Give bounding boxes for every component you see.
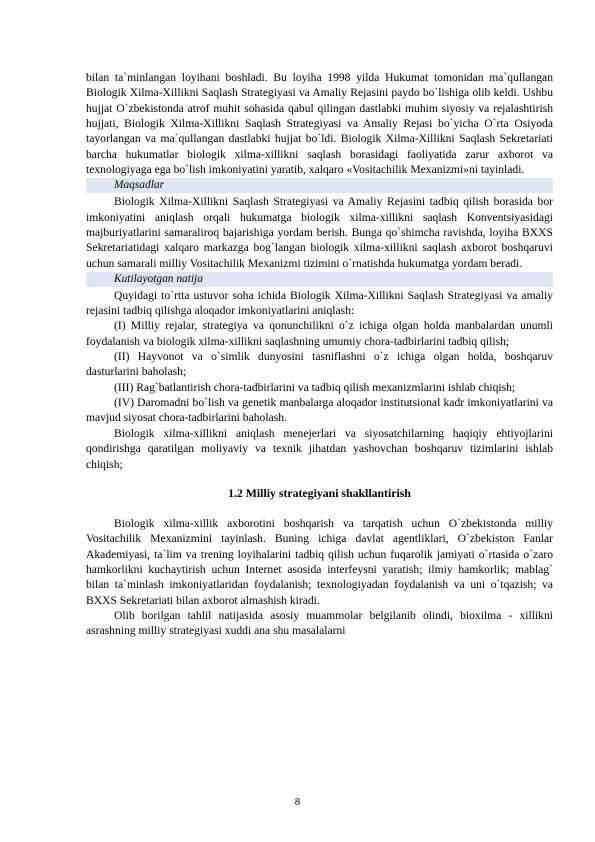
section-label-goals: Maqsadlar: [86, 178, 553, 193]
paragraph-managers: Biologik xilma-xillikni aniqlash menejerlari va siyosatchilarning haqiqiy ehtiyojlarini qondirishga qaratilgan moliyaviy va texnik jihatdan yashovchan boshqaruv tizimlarini ishlab chiqish;: [86, 426, 553, 471]
list-item-4: (IV) Daromadni bo`lish va genetik manbalarga aloqador institutsional kadr imkoniyatlarini va mavjud siyosat chora-tadbirlarini baholash.: [86, 396, 553, 425]
paragraph-intro: bilan ta`minlangan loyihani boshladi. Bu loyiha 1998 yilda Hukumat tomonidan ma`qullangan Biologik Xilma-Xillikni Saqlash Strategiyasi va Amaliy Rejasini paydo bo`lishiga olib keldi. Ushbu hujjat O`zbekistonda atrof muhit sohasida qabul qilingan dastlabki muhim siyosiy va rejalashtirish hujjati, Biologik Xilma-Xillikni Saqlash Strategiyasi va Amaliy Rejasi bo`yicha O`rta Osiyoda tayorlangan va ma`qullangan dastlabki hujjat bo`ldi. Biologik Xilma-Xillikni Saqlash Sekretariati barcha hukumatlar biologik xilma-xillikni saqlash borasidagi faoliyatida zarur axborot va texnologiyaga ega bo`lish imkoniyatini yaratib, xalqaro «Vositachilik Mexanizmi»ni tayinladi.: [86, 71, 553, 177]
list-item-3: (III) Rag`batlantirish chora-tadbirlarini va tadbiq qilish mexanizmlarini ishlab chiqish;: [114, 380, 516, 394]
section-label-expected-results: Kutilayotgan natija: [86, 272, 553, 287]
paragraph-goals: Biologik Xilma-Xillikni Saqlash Strategiyasi va Amaliy Rejasini tadbiq qilish borasida bor imkoniyatini aniqlash orqali hukumatga biologik xilma-xillikni saqlash Konventsiyasidagi majburiyatlarini samaraliroq bajarishiga yordam berish. Bunga qo`shimcha ravishda, loyiha BXXS Sekretariatidagi xalqaro markazga bog`langan biologik xilma-xillikni saqlash axborot boshqaruvi uchun samarali milliy Vositachilik Mexanizmi tizimini o`rnatishda hukumatga yordam beradi.: [86, 195, 553, 270]
paragraph-analysis: Olib borilgan tahlil natijasida asosiy muammolar belgilanib olindi, bioxilma - xillikni asrashning milliy strategiyasi xuddi ana shu masalalarni: [86, 608, 553, 638]
paragraph-national-mechanism: Biologik xilma-xillik axborotini boshqarish va tarqatish uchun O`zbekistonda milliy Vositachilik Mexanizmini tayinlash. Buning ichiga davlat agentliklari, O`zbekiston Fanlar Akademiyasi, ta`lim va trening loyihalarini tadbiq qilish uchun fuqarolik jamiyati o`rtasida o`zaro hamkorlikni kuchaytirish uchun Internet asosida interfeysni yaratish; ilmiy hamkorlik; mablag` bilan ta`minlash imkoniyatlaridan foydalanish; texnologiyadan foydalanish va uni o`tqazish; va BXXS Sekretariati bilan axborot almashish kiradi.: [86, 516, 553, 607]
list-item-1: (I) Milliy rejalar, strategiya va qonunchilikni o`z ichiga olgan holda manbalardan unumli foydalanish va biologik xilma-xillikni saqlashning umumiy chora-tadbirlarini tadbiq qilish;: [86, 319, 553, 348]
paragraph-results-intro: Quyidagi to`rtta ustuvor soha ichida Biologik Xilma-Xillikni Saqlash Strategiyasi va amaliy rejasini tadbiq qilishga aloqador imkoniyatlarini aniqlash:: [86, 288, 553, 318]
section-heading: 1.2 Milliy strategiyani shakllantirish: [228, 485, 411, 500]
document-page: [86, 70, 553, 639]
page-number: 8: [294, 796, 301, 808]
list-item-2: (II) Hayvonot va o`simlik dunyosini tasniflashni o`z ichiga olgan holda, boshqaruv dasturlarini baholash;: [86, 350, 553, 379]
